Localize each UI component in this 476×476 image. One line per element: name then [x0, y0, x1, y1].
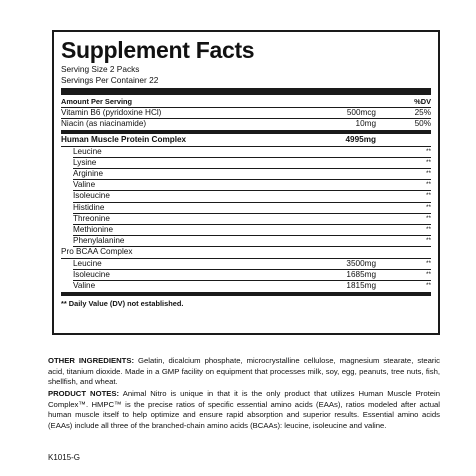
complex-item-dv: ** [425, 147, 431, 155]
complex-item-amount [296, 236, 376, 246]
other-ingredients-label: OTHER INGREDIENTS: [48, 356, 135, 365]
nutrient-amount: 10mg [355, 119, 376, 129]
complex-item-amount [296, 180, 376, 190]
bcaa-items [61, 259, 431, 292]
nutrient-name: Niacin (as niacinamide) [61, 119, 147, 129]
complex-item-row [73, 147, 431, 158]
product-code: K1015-G [48, 453, 81, 462]
bcaa-item-name: Leucine [73, 258, 102, 268]
complex-items [61, 147, 431, 248]
divider-medium [61, 130, 431, 134]
divider-medium [61, 292, 431, 296]
nutrient-dv: 50% [414, 119, 431, 129]
complex-item-name: Histidine [73, 202, 105, 212]
bcaa-item-row [73, 281, 431, 291]
divider-thick [61, 88, 431, 95]
serving-size: Serving Size 2 Packs [61, 64, 140, 74]
nutrient-amount: 500mcg [346, 108, 376, 117]
complex-item-dv: ** [425, 170, 431, 178]
complex-amount: 4995mg [345, 135, 376, 145]
complex-item-dv: ** [425, 158, 431, 166]
complex-item-dv: ** [425, 237, 431, 245]
other-ingredients [48, 356, 440, 388]
nutrient-dv: 25% [414, 108, 431, 117]
complex-item-row [73, 203, 431, 214]
complex-row [61, 135, 431, 146]
bcaa-item-name: Isoleucine [73, 269, 110, 279]
complex-item-name: Methionine [73, 225, 114, 235]
servings-per-container: Servings Per Container 22 [61, 74, 159, 85]
complex-item-amount [296, 169, 376, 179]
nutrient-row [61, 108, 431, 119]
complex-item-dv: ** [425, 214, 431, 222]
complex-item-amount [296, 214, 376, 224]
complex-item-amount [296, 158, 376, 168]
bcaa-item-row [73, 259, 431, 270]
bcaa-name: Pro BCAA Complex [61, 247, 133, 257]
complex-item-name: Arginine [73, 169, 104, 179]
complex-item-amount [296, 203, 376, 213]
amount-header [61, 97, 431, 107]
dv-label: %DV [414, 97, 431, 106]
complex-item-amount [296, 191, 376, 201]
supplement-facts-panel [52, 30, 440, 335]
bcaa-item-dv: ** [425, 259, 431, 267]
complex-item-row [73, 225, 431, 236]
amount-per-serving-label: Amount Per Serving [61, 97, 133, 106]
bcaa-item-amount: 1685mg [346, 269, 376, 279]
product-notes [48, 389, 440, 431]
bcaa-item-dv: ** [425, 282, 431, 290]
complex-item-name: Threonine [73, 213, 110, 223]
bcaa-item-amount: 1815mg [346, 281, 376, 291]
complex-item-amount [296, 225, 376, 235]
product-notes-text: Animal Nitro is unique in that it is the only product that utilizes Human Muscle Protein Complex™. HMPC™ is the precise ratios of specific essential amino acids (EAAs), ratios modeled after actual human muscle itself to help optimize and ensure rapid absorption and superior results. Essential amino acids (EAAs) include all three of the branched-chain amino acids (BCAAs): leucine, isoleucine and valine. [48, 389, 441, 430]
bcaa-row [61, 247, 431, 258]
complex-item-row [73, 236, 431, 247]
complex-item-name: Phenylalanine [73, 236, 125, 246]
bcaa-item-row [73, 270, 431, 281]
complex-item-name: Leucine [73, 146, 102, 156]
complex-item-row [73, 191, 431, 202]
bcaa-item-amount: 3500mg [346, 258, 376, 268]
bcaa-item-name: Valine [73, 281, 96, 291]
bcaa-item-dv: ** [425, 270, 431, 278]
complex-item-row [73, 180, 431, 191]
complex-item-amount [296, 147, 376, 157]
complex-item-dv: ** [425, 181, 431, 189]
nutrient-name: Vitamin B6 (pyridoxine HCl) [61, 108, 162, 117]
complex-item-dv: ** [425, 226, 431, 234]
complex-item-dv: ** [425, 192, 431, 200]
complex-item-name: Lysine [73, 157, 97, 167]
other-ingredients-text: Gelatin, dicalcium phosphate, microcrystalline cellulose, magnesium stearate, stearic acid, titanium dioxide. Made in a GMP facility on equipment that processes milk, soy, egg, peanuts, tree nuts, fish, shellfish, and wheat. [48, 356, 440, 387]
complex-item-name: Isoleucine [73, 191, 110, 201]
complex-item-row [73, 158, 431, 169]
nutrient-row [61, 119, 431, 129]
product-notes-label: PRODUCT NOTES: [48, 389, 120, 398]
footnote: ** Daily Value (DV) not established. [61, 299, 184, 309]
complex-item-row [73, 214, 431, 225]
complex-name: Human Muscle Protein Complex [61, 135, 187, 145]
complex-item-dv: ** [425, 203, 431, 211]
panel-title: Supplement Facts [61, 37, 255, 63]
complex-item-name: Valine [73, 180, 96, 190]
complex-item-row [73, 169, 431, 180]
